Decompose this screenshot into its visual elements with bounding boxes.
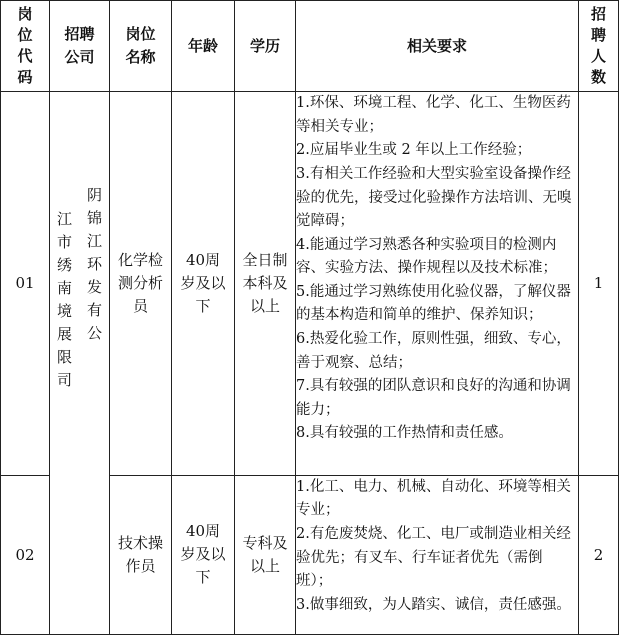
- job-age: 40周岁及以下: [172, 92, 235, 476]
- job-count: 2: [579, 475, 619, 634]
- requirement-item: 8.具有较强的工作热情和责任感。: [296, 425, 513, 442]
- job-code: 01: [1, 92, 50, 476]
- job-age: 40周岁及以下: [172, 475, 235, 634]
- job-position: 化学检测分析员: [110, 92, 172, 476]
- job-education: 全日制本科及以上: [235, 92, 296, 476]
- job-education: 专科及以上: [235, 475, 296, 634]
- header-row: [1, 1, 619, 92]
- requirement-item: 2.有危废焚烧、化工、电厂或制造业相关经验优先；有叉车、行车证者优先（需倒班）；: [296, 525, 571, 590]
- requirement-item: 6.热爱化验工作，原则性强，细致、专心，善于观察、总结；: [296, 331, 571, 371]
- job-code: 02: [1, 475, 50, 634]
- company-name-right: 阴锦江环发有公: [87, 186, 103, 343]
- job-requirements: [296, 475, 579, 634]
- header-education: 学历: [235, 1, 296, 92]
- header-count: 招聘人数: [579, 1, 619, 92]
- requirement-item: 1.环保、环境工程、化学、化工、生物医药等相关专业；: [296, 95, 571, 135]
- table-row: [1, 92, 619, 476]
- header-age: 年龄: [172, 1, 235, 92]
- header-requirements: 相关要求: [296, 1, 579, 92]
- header-position: 岗位名称: [110, 1, 172, 92]
- requirement-item: 4.能通过学习熟悉各种实验项目的检测内容、实验方法、操作规程以及技术标准；: [296, 236, 557, 277]
- company-name: [50, 92, 110, 635]
- requirement-item: 1.化工、电力、机械、自动化、环境等相关专业；: [296, 478, 571, 519]
- header-code: 岗位代码: [1, 1, 50, 92]
- job-count: 1: [579, 92, 619, 476]
- job-position: 技术操作员: [110, 475, 172, 634]
- requirement-item: 7.具有较强的团队意识和良好的沟通和协调能力；: [296, 378, 571, 418]
- requirement-item: 5.能通过学习熟练使用化验仪器，了解仪器的基本构造和简单的维护、保养知识；: [296, 283, 571, 324]
- requirement-item: 2.应届毕业生或 2 年以上工作经验；: [296, 142, 532, 159]
- job-requirements: [296, 92, 579, 476]
- company-name-left: 江市绣南境展限司: [57, 210, 73, 390]
- requirement-item: 3.有相关工作经验和大型实验室设备操作经验的优先，接受过化验操作方法培训、无嗅觉障碍；: [296, 165, 572, 230]
- header-company: 招聘公司: [50, 1, 110, 92]
- requirement-item: 3.做事细致，为人踏实、诚信，责任感强。: [296, 596, 571, 613]
